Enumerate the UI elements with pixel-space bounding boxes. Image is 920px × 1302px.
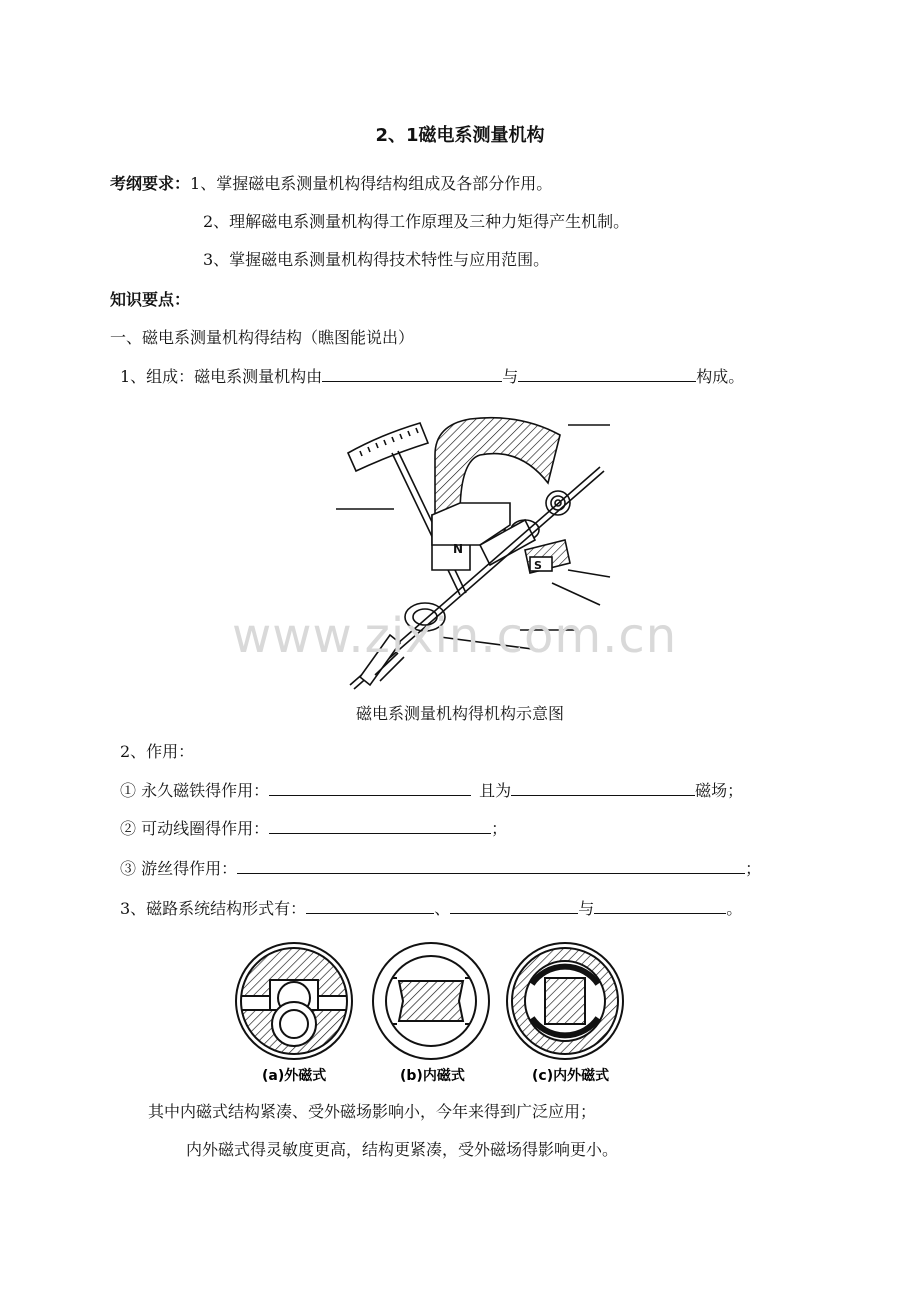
fill-blank[interactable] [322, 366, 502, 382]
function-magnet-label: ① 永久磁铁得作用： [120, 781, 270, 800]
syllabus-item: 1、掌握磁电系测量机构得结构组成及各部分作用。 [190, 174, 553, 193]
composition-prefix: 1、组成：磁电系测量机构由 [120, 367, 323, 386]
pole-n-label: N [453, 542, 464, 556]
function-magnet-line [120, 780, 743, 801]
external-magnet-diagram [232, 940, 362, 1070]
page-title: 2、1磁电系测量机构 [375, 125, 545, 146]
function-coil-line [120, 818, 507, 839]
syllabus-item: 3、掌握磁电系测量机构得技术特性与应用范围。 [203, 250, 550, 269]
pole-s-label: S [534, 559, 542, 572]
fill-blank[interactable] [237, 858, 745, 874]
diagram-caption: (a)外磁式 [262, 1068, 327, 1084]
function-hairspring-suffix: ； [745, 859, 762, 878]
function-magnet-mid: 且为 [479, 781, 512, 800]
function-heading: 2、作用： [120, 742, 195, 761]
composition-mid: 与 [502, 367, 519, 386]
diagram-caption: (b)内磁式 [400, 1068, 465, 1084]
magnetic-circuit-suffix: 。 [726, 899, 743, 918]
knowledge-heading: 知识要点： [110, 290, 191, 309]
composition-line [120, 366, 744, 387]
note-paragraph: 其中内磁式结构紧凑、受外磁场影响小，今年来得到广泛应用； [148, 1102, 597, 1121]
scale-plate [348, 423, 428, 471]
function-coil-label: ② 可动线圈得作用： [120, 819, 270, 838]
syllabus-label: 考纲要求： [110, 174, 191, 193]
permanent-magnet [435, 418, 560, 515]
watermark: www.zixin.com.cn [232, 608, 678, 664]
internal-magnet-diagram [373, 943, 489, 1059]
fill-blank[interactable] [269, 780, 471, 796]
magnetic-circuit-label: 3、磁路系统结构形式有： [120, 899, 307, 918]
fill-blank[interactable] [306, 898, 434, 914]
note-paragraph: 内外磁式得灵敏度更高，结构更紧凑，受外磁场得影响更小。 [186, 1140, 619, 1159]
function-coil-suffix: ； [491, 819, 508, 838]
function-magnet-suffix: 磁场； [695, 781, 744, 800]
magnetic-circuit-diagrams [232, 940, 632, 1085]
fill-blank[interactable] [594, 898, 726, 914]
function-hairspring-line [120, 858, 761, 879]
syllabus-item: 2、理解磁电系测量机构得工作原理及三种力矩得产生机制。 [203, 212, 630, 231]
function-hairspring-label: ③ 游丝得作用： [120, 859, 238, 878]
fill-blank[interactable] [269, 818, 491, 834]
figure-caption: 磁电系测量机构得机构示意图 [355, 704, 564, 723]
fill-blank[interactable] [450, 898, 578, 914]
section-heading: 一、磁电系测量机构得结构（瞧图能说出） [110, 328, 415, 347]
composition-suffix: 构成。 [696, 367, 745, 386]
separator: 与 [578, 899, 595, 918]
fill-blank[interactable] [518, 366, 696, 382]
internal-external-magnet-diagram [507, 943, 623, 1059]
separator: 、 [434, 899, 451, 918]
syllabus-line-1 [110, 174, 552, 194]
magnetic-circuit-line [120, 898, 742, 919]
fill-blank[interactable] [511, 780, 695, 796]
diagram-caption: (c)内外磁式 [532, 1068, 610, 1084]
